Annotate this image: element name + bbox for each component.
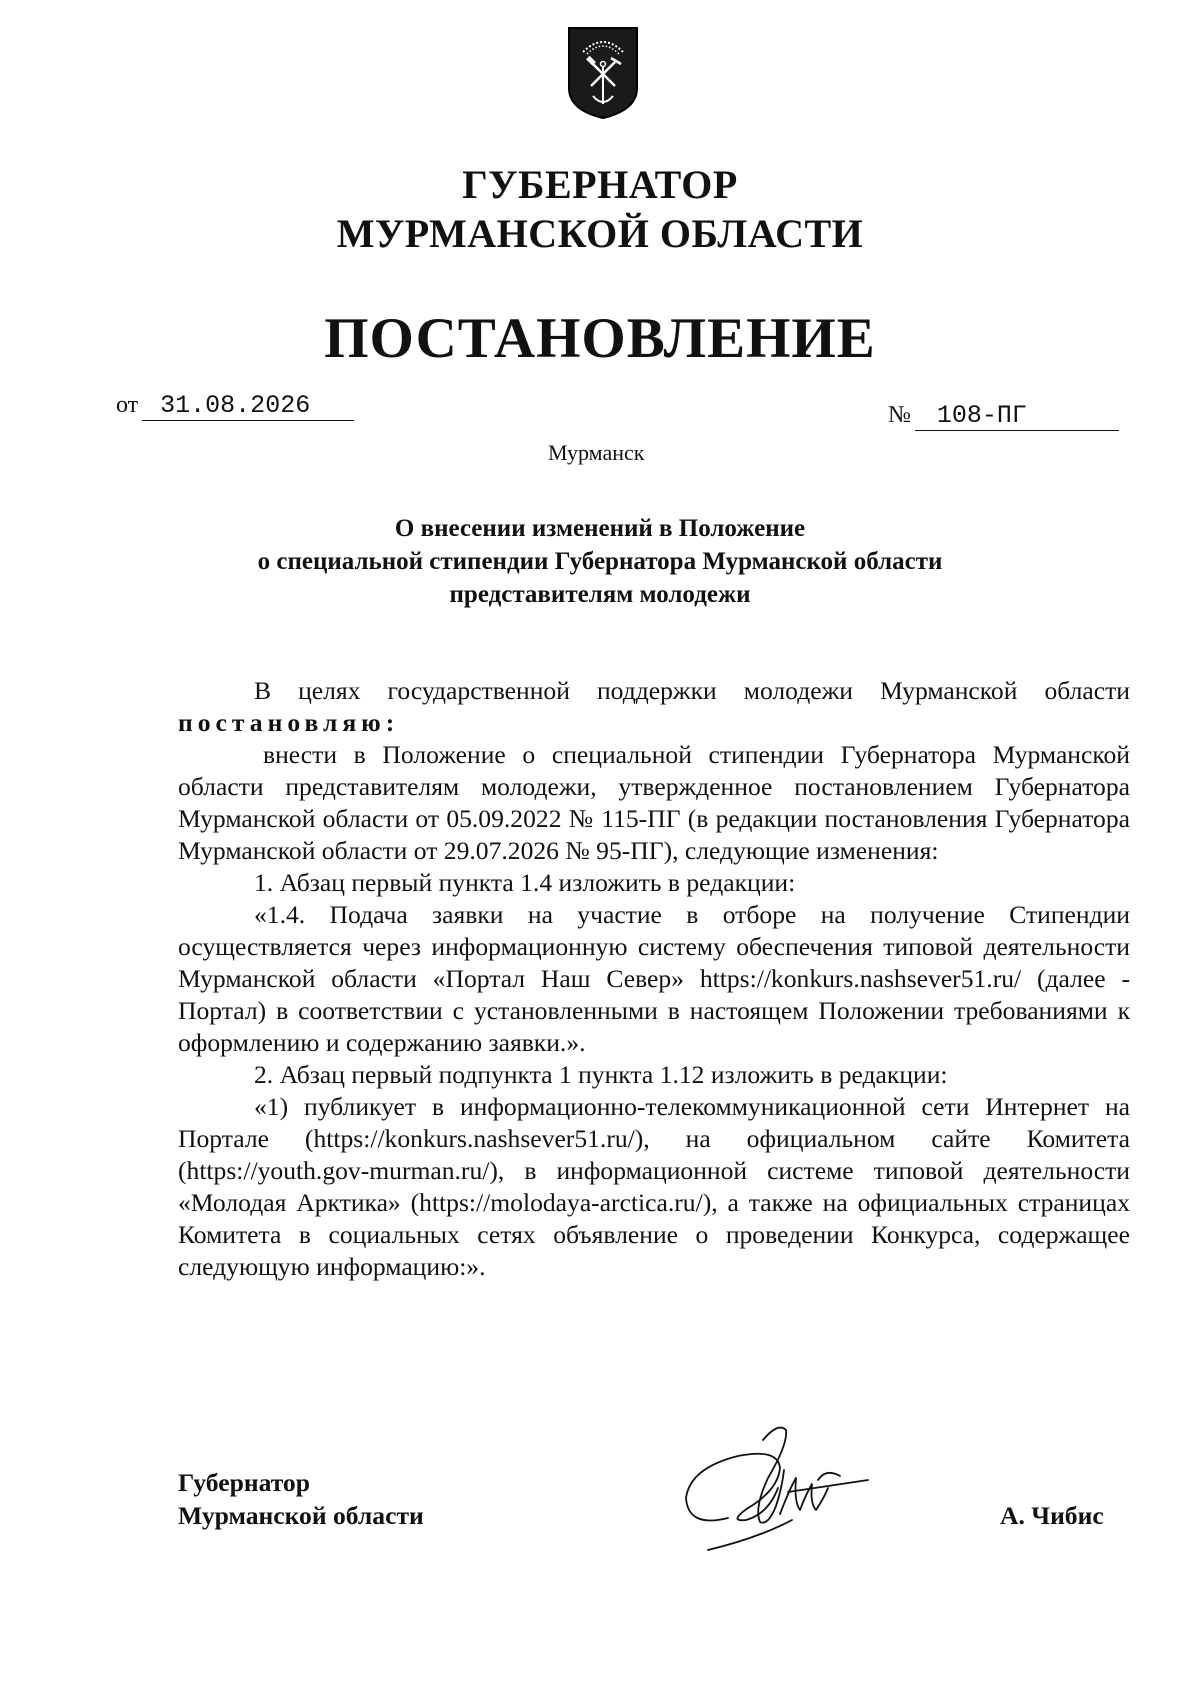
item-2-heading: 2. Абзац первый подпункта 1 пункта 1.12 изложить в редакции:	[254, 1060, 948, 1089]
document-body	[178, 675, 1130, 1283]
date-row	[116, 390, 354, 421]
item-2-text: «1) публикует в информационно-телекоммуникационной сети Интернет на Портале (https://konkurs.nashsever51.ru/), на официальном сайте Комитета (https://youth.gov-murman.ru/), в информационной системе типовой деятельности «Молодая Арктика» (https://molodaya-arctica.ru/), а также на официальных страницах Комитета в социальных сетях объявление о проведении Конкурса, содержащее следующую информацию:».	[178, 1092, 1130, 1281]
title-line-2: о специальной стипендии Губернатора Мурманской области	[257, 548, 943, 575]
issuer-line-2: МУРМАНСКОЙ ОБЛАСТИ	[336, 211, 864, 256]
handwritten-signature	[668, 1418, 888, 1568]
issuer-line-1: ГУБЕРНАТОР	[462, 162, 738, 207]
number-row	[888, 400, 1119, 431]
item-1-text: «1.4. Подача заявки на участие в отборе на получение Стипендии осуществляется через информационную систему обеспечения типовой деятельности Мурманской области «Портал Наш Север» https://konkurs.nashsever51.ru/ (далее - Портал) в соответствии с установленными в настоящем Положении требованиями к оформлению и содержанию заявки.».	[178, 900, 1130, 1057]
document-date: 31.08.2026	[142, 392, 354, 421]
intro-paragraph	[178, 675, 1130, 739]
position-line-2: Мурманской области	[178, 1501, 424, 1530]
number-prefix: №	[888, 402, 911, 428]
document-number: 108-ПГ	[915, 402, 1119, 431]
signatory-position	[178, 1466, 424, 1532]
coat-of-arms-emblem	[567, 26, 639, 120]
title-line-1: О внесении изменений в Положение	[394, 515, 806, 542]
item-1-heading: 1. Абзац первый пункта 1.4 изложить в редакции:	[254, 868, 796, 897]
city: Мурманск	[548, 440, 645, 465]
position-line-1: Губернатор	[178, 1468, 310, 1497]
document-title	[0, 512, 1200, 611]
main-paragraph: внести в Положение о специальной стипендии Губернатора Мурманской области представителям молодежи, утвержденное постановлением Губернатора Мурманской области от 05.09.2022 № 115-ПГ (в редакции постановления Губернатора Мурманской области от 29.07.2026 № 95-ПГ), следующие изменения:	[178, 740, 1130, 865]
signatory-name: А. Чибис	[1000, 1501, 1104, 1530]
document-type: ПОСТАНОВЛЕНИЕ	[324, 307, 876, 370]
intro-text: В целях государственной поддержки молодежи Мурманской области	[254, 676, 1130, 705]
decree-word: постановляю:	[178, 708, 400, 737]
title-line-3: представителям молодежи	[449, 581, 751, 608]
date-prefix: от	[116, 392, 139, 418]
